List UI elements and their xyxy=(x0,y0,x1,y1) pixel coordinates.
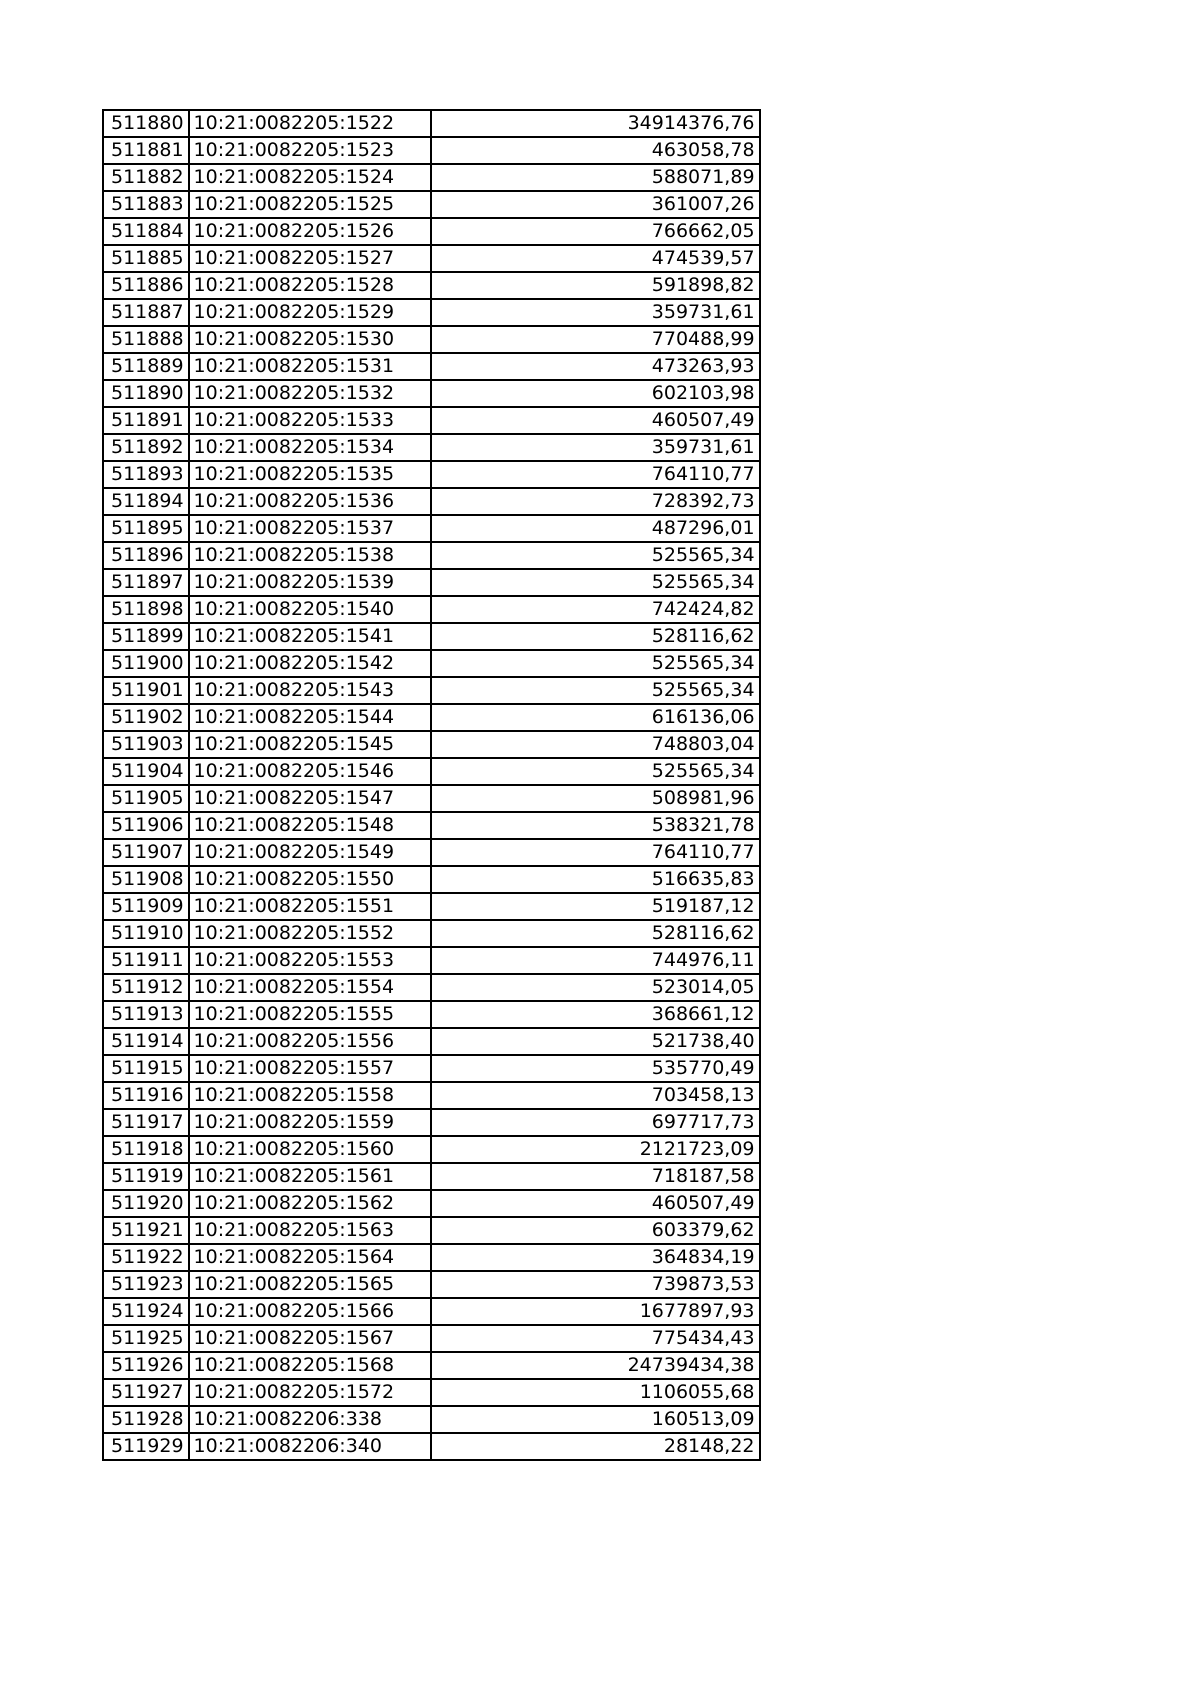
row-id-cell: 511903 xyxy=(103,731,189,758)
row-id-cell: 511892 xyxy=(103,434,189,461)
table-row xyxy=(103,1055,760,1082)
amount-cell: 764110,77 xyxy=(431,839,760,866)
table-row xyxy=(103,245,760,272)
table-row xyxy=(103,758,760,785)
cadastral-number-cell: 10:21:0082205:1537 xyxy=(189,515,431,542)
row-id-cell: 511920 xyxy=(103,1190,189,1217)
cadastral-number-cell: 10:21:0082205:1548 xyxy=(189,812,431,839)
cadastral-number-cell: 10:21:0082205:1527 xyxy=(189,245,431,272)
amount-cell: 588071,89 xyxy=(431,164,760,191)
row-id-cell: 511891 xyxy=(103,407,189,434)
row-id-cell: 511889 xyxy=(103,353,189,380)
cadastral-number-cell: 10:21:0082205:1526 xyxy=(189,218,431,245)
row-id-cell: 511901 xyxy=(103,677,189,704)
amount-cell: 525565,34 xyxy=(431,569,760,596)
amount-cell: 748803,04 xyxy=(431,731,760,758)
table-row xyxy=(103,1379,760,1406)
amount-cell: 538321,78 xyxy=(431,812,760,839)
amount-cell: 616136,06 xyxy=(431,704,760,731)
row-id-cell: 511902 xyxy=(103,704,189,731)
row-id-cell: 511886 xyxy=(103,272,189,299)
cadastral-number-cell: 10:21:0082205:1547 xyxy=(189,785,431,812)
row-id-cell: 511898 xyxy=(103,596,189,623)
table-row xyxy=(103,650,760,677)
cadastral-number-cell: 10:21:0082205:1545 xyxy=(189,731,431,758)
amount-cell: 34914376,76 xyxy=(431,110,760,137)
row-id-cell: 511916 xyxy=(103,1082,189,1109)
amount-cell: 460507,49 xyxy=(431,407,760,434)
row-id-cell: 511912 xyxy=(103,974,189,1001)
cadastral-number-cell: 10:21:0082205:1528 xyxy=(189,272,431,299)
amount-cell: 591898,82 xyxy=(431,272,760,299)
row-id-cell: 511914 xyxy=(103,1028,189,1055)
amount-cell: 739873,53 xyxy=(431,1271,760,1298)
row-id-cell: 511881 xyxy=(103,137,189,164)
table-row xyxy=(103,704,760,731)
amount-cell: 728392,73 xyxy=(431,488,760,515)
table-row xyxy=(103,839,760,866)
amount-cell: 473263,93 xyxy=(431,353,760,380)
amount-cell: 525565,34 xyxy=(431,758,760,785)
table-row xyxy=(103,1217,760,1244)
row-id-cell: 511927 xyxy=(103,1379,189,1406)
table-row xyxy=(103,488,760,515)
amount-cell: 361007,26 xyxy=(431,191,760,218)
cadastral-number-cell: 10:21:0082206:340 xyxy=(189,1433,431,1460)
amount-cell: 364834,19 xyxy=(431,1244,760,1271)
amount-cell: 1677897,93 xyxy=(431,1298,760,1325)
cadastral-number-cell: 10:21:0082205:1563 xyxy=(189,1217,431,1244)
cadastral-number-cell: 10:21:0082205:1546 xyxy=(189,758,431,785)
table-row xyxy=(103,1190,760,1217)
table-row xyxy=(103,434,760,461)
table-row xyxy=(103,1082,760,1109)
cadastral-number-cell: 10:21:0082205:1550 xyxy=(189,866,431,893)
table-row xyxy=(103,1352,760,1379)
table-row xyxy=(103,272,760,299)
amount-cell: 519187,12 xyxy=(431,893,760,920)
cadastral-number-cell: 10:21:0082205:1538 xyxy=(189,542,431,569)
amount-cell: 535770,49 xyxy=(431,1055,760,1082)
table-row xyxy=(103,1325,760,1352)
amount-cell: 463058,78 xyxy=(431,137,760,164)
amount-cell: 359731,61 xyxy=(431,299,760,326)
row-id-cell: 511928 xyxy=(103,1406,189,1433)
table-row xyxy=(103,866,760,893)
row-id-cell: 511913 xyxy=(103,1001,189,1028)
amount-cell: 764110,77 xyxy=(431,461,760,488)
table-row xyxy=(103,1244,760,1271)
table-row xyxy=(103,920,760,947)
cadastral-number-cell: 10:21:0082205:1542 xyxy=(189,650,431,677)
row-id-cell: 511888 xyxy=(103,326,189,353)
row-id-cell: 511885 xyxy=(103,245,189,272)
table-row xyxy=(103,812,760,839)
row-id-cell: 511894 xyxy=(103,488,189,515)
row-id-cell: 511911 xyxy=(103,947,189,974)
amount-cell: 460507,49 xyxy=(431,1190,760,1217)
amount-cell: 28148,22 xyxy=(431,1433,760,1460)
cadastral-number-cell: 10:21:0082205:1543 xyxy=(189,677,431,704)
data-table xyxy=(102,109,761,1461)
row-id-cell: 511925 xyxy=(103,1325,189,1352)
row-id-cell: 511908 xyxy=(103,866,189,893)
row-id-cell: 511926 xyxy=(103,1352,189,1379)
amount-cell: 603379,62 xyxy=(431,1217,760,1244)
table-row xyxy=(103,1163,760,1190)
cadastral-number-cell: 10:21:0082205:1555 xyxy=(189,1001,431,1028)
cadastral-number-cell: 10:21:0082205:1553 xyxy=(189,947,431,974)
row-id-cell: 511899 xyxy=(103,623,189,650)
row-id-cell: 511923 xyxy=(103,1271,189,1298)
row-id-cell: 511900 xyxy=(103,650,189,677)
table-row xyxy=(103,1433,760,1460)
table-row xyxy=(103,542,760,569)
amount-cell: 528116,62 xyxy=(431,623,760,650)
row-id-cell: 511896 xyxy=(103,542,189,569)
cadastral-number-cell: 10:21:0082205:1523 xyxy=(189,137,431,164)
cadastral-number-cell: 10:21:0082205:1533 xyxy=(189,407,431,434)
amount-cell: 744976,11 xyxy=(431,947,760,974)
row-id-cell: 511922 xyxy=(103,1244,189,1271)
cadastral-number-cell: 10:21:0082205:1560 xyxy=(189,1136,431,1163)
table-row xyxy=(103,380,760,407)
cadastral-number-cell: 10:21:0082205:1557 xyxy=(189,1055,431,1082)
cadastral-number-cell: 10:21:0082205:1531 xyxy=(189,353,431,380)
cadastral-number-cell: 10:21:0082205:1564 xyxy=(189,1244,431,1271)
amount-cell: 525565,34 xyxy=(431,542,760,569)
cadastral-number-cell: 10:21:0082205:1558 xyxy=(189,1082,431,1109)
cadastral-number-cell: 10:21:0082205:1565 xyxy=(189,1271,431,1298)
table-row xyxy=(103,947,760,974)
cadastral-number-cell: 10:21:0082205:1539 xyxy=(189,569,431,596)
table-row xyxy=(103,1406,760,1433)
table-row xyxy=(103,515,760,542)
cadastral-number-cell: 10:21:0082205:1544 xyxy=(189,704,431,731)
cadastral-number-cell: 10:21:0082205:1525 xyxy=(189,191,431,218)
cadastral-number-cell: 10:21:0082205:1536 xyxy=(189,488,431,515)
row-id-cell: 511880 xyxy=(103,110,189,137)
row-id-cell: 511904 xyxy=(103,758,189,785)
amount-cell: 508981,96 xyxy=(431,785,760,812)
cadastral-number-cell: 10:21:0082205:1561 xyxy=(189,1163,431,1190)
table-row xyxy=(103,299,760,326)
row-id-cell: 511883 xyxy=(103,191,189,218)
row-id-cell: 511884 xyxy=(103,218,189,245)
cadastral-number-cell: 10:21:0082205:1541 xyxy=(189,623,431,650)
amount-cell: 697717,73 xyxy=(431,1109,760,1136)
row-id-cell: 511915 xyxy=(103,1055,189,1082)
table-row xyxy=(103,353,760,380)
amount-cell: 525565,34 xyxy=(431,677,760,704)
table-row xyxy=(103,110,760,137)
cadastral-number-cell: 10:21:0082206:338 xyxy=(189,1406,431,1433)
amount-cell: 487296,01 xyxy=(431,515,760,542)
table-row xyxy=(103,731,760,758)
amount-cell: 1106055,68 xyxy=(431,1379,760,1406)
cadastral-number-cell: 10:21:0082205:1532 xyxy=(189,380,431,407)
table-row xyxy=(103,461,760,488)
row-id-cell: 511887 xyxy=(103,299,189,326)
table-row xyxy=(103,785,760,812)
cadastral-number-cell: 10:21:0082205:1559 xyxy=(189,1109,431,1136)
table-row xyxy=(103,326,760,353)
amount-cell: 528116,62 xyxy=(431,920,760,947)
table-row xyxy=(103,218,760,245)
table-row xyxy=(103,1136,760,1163)
cadastral-number-cell: 10:21:0082205:1529 xyxy=(189,299,431,326)
amount-cell: 2121723,09 xyxy=(431,1136,760,1163)
cadastral-number-cell: 10:21:0082205:1568 xyxy=(189,1352,431,1379)
row-id-cell: 511897 xyxy=(103,569,189,596)
cadastral-number-cell: 10:21:0082205:1566 xyxy=(189,1298,431,1325)
cadastral-number-cell: 10:21:0082205:1534 xyxy=(189,434,431,461)
amount-cell: 775434,43 xyxy=(431,1325,760,1352)
row-id-cell: 511918 xyxy=(103,1136,189,1163)
row-id-cell: 511893 xyxy=(103,461,189,488)
amount-cell: 525565,34 xyxy=(431,650,760,677)
row-id-cell: 511906 xyxy=(103,812,189,839)
row-id-cell: 511909 xyxy=(103,893,189,920)
amount-cell: 523014,05 xyxy=(431,974,760,1001)
table-row xyxy=(103,1001,760,1028)
row-id-cell: 511895 xyxy=(103,515,189,542)
table-row xyxy=(103,677,760,704)
cadastral-number-cell: 10:21:0082205:1554 xyxy=(189,974,431,1001)
row-id-cell: 511921 xyxy=(103,1217,189,1244)
row-id-cell: 511929 xyxy=(103,1433,189,1460)
cadastral-number-cell: 10:21:0082205:1524 xyxy=(189,164,431,191)
amount-cell: 368661,12 xyxy=(431,1001,760,1028)
amount-cell: 516635,83 xyxy=(431,866,760,893)
amount-cell: 718187,58 xyxy=(431,1163,760,1190)
cadastral-number-cell: 10:21:0082205:1551 xyxy=(189,893,431,920)
row-id-cell: 511910 xyxy=(103,920,189,947)
table-row xyxy=(103,137,760,164)
cadastral-number-cell: 10:21:0082205:1567 xyxy=(189,1325,431,1352)
amount-cell: 770488,99 xyxy=(431,326,760,353)
amount-cell: 474539,57 xyxy=(431,245,760,272)
table-row xyxy=(103,623,760,650)
amount-cell: 24739434,38 xyxy=(431,1352,760,1379)
cadastral-number-cell: 10:21:0082205:1562 xyxy=(189,1190,431,1217)
table-row xyxy=(103,596,760,623)
amount-cell: 703458,13 xyxy=(431,1082,760,1109)
cadastral-number-cell: 10:21:0082205:1552 xyxy=(189,920,431,947)
table-row xyxy=(103,1109,760,1136)
amount-cell: 521738,40 xyxy=(431,1028,760,1055)
row-id-cell: 511905 xyxy=(103,785,189,812)
amount-cell: 742424,82 xyxy=(431,596,760,623)
cadastral-number-cell: 10:21:0082205:1572 xyxy=(189,1379,431,1406)
table-body xyxy=(103,110,760,1460)
cadastral-number-cell: 10:21:0082205:1540 xyxy=(189,596,431,623)
row-id-cell: 511924 xyxy=(103,1298,189,1325)
row-id-cell: 511919 xyxy=(103,1163,189,1190)
table-row xyxy=(103,1298,760,1325)
table-row xyxy=(103,164,760,191)
table-row xyxy=(103,893,760,920)
row-id-cell: 511882 xyxy=(103,164,189,191)
amount-cell: 160513,09 xyxy=(431,1406,760,1433)
table-row xyxy=(103,1271,760,1298)
amount-cell: 602103,98 xyxy=(431,380,760,407)
cadastral-number-cell: 10:21:0082205:1522 xyxy=(189,110,431,137)
cadastral-number-cell: 10:21:0082205:1535 xyxy=(189,461,431,488)
cadastral-number-cell: 10:21:0082205:1549 xyxy=(189,839,431,866)
row-id-cell: 511907 xyxy=(103,839,189,866)
cadastral-number-cell: 10:21:0082205:1530 xyxy=(189,326,431,353)
table-row xyxy=(103,1028,760,1055)
table-row xyxy=(103,191,760,218)
amount-cell: 359731,61 xyxy=(431,434,760,461)
table-row xyxy=(103,569,760,596)
cadastral-number-cell: 10:21:0082205:1556 xyxy=(189,1028,431,1055)
row-id-cell: 511917 xyxy=(103,1109,189,1136)
row-id-cell: 511890 xyxy=(103,380,189,407)
table-row xyxy=(103,974,760,1001)
table-row xyxy=(103,407,760,434)
amount-cell: 766662,05 xyxy=(431,218,760,245)
